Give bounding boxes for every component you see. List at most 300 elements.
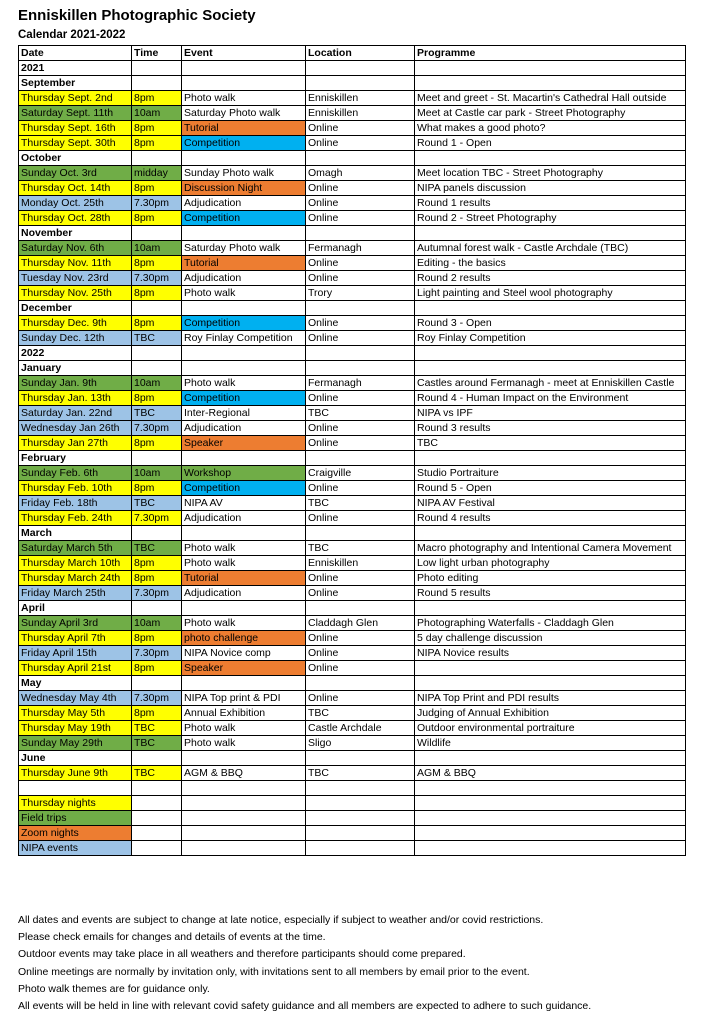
cell-date: Thursday March 24th: [19, 571, 132, 586]
event-row: [19, 391, 686, 406]
cell-time: 8pm: [132, 121, 182, 136]
cell-time: 8pm: [132, 211, 182, 226]
cell-location: Online: [306, 136, 415, 151]
cell-time: 8pm: [132, 436, 182, 451]
cell-location: Online: [306, 211, 415, 226]
cell-event: Annual Exhibition: [182, 706, 306, 721]
cell-time: 8pm: [132, 556, 182, 571]
cell-event: Adjudication: [182, 586, 306, 601]
footnote-line: Online meetings are normally by invitation only, with invitations sent to all members by email prior to the event.: [18, 965, 530, 978]
event-row: [19, 106, 686, 121]
section-label: February: [19, 451, 132, 466]
cell-date: [19, 781, 132, 796]
cell-event: [182, 76, 306, 91]
header-time: Time: [132, 46, 182, 61]
section-row: [19, 361, 686, 376]
cell-date: Thursday Sept. 16th: [19, 121, 132, 136]
cell-programme: [415, 840, 686, 855]
cell-event: [182, 226, 306, 241]
cell-event: Adjudication: [182, 421, 306, 436]
cell-date: Saturday Sept. 11th: [19, 106, 132, 121]
cell-programme: [415, 601, 686, 616]
legend-row: [19, 840, 686, 855]
calendar-table: [18, 45, 686, 856]
cell-time: 8pm: [132, 91, 182, 106]
cell-event: Photo walk: [182, 736, 306, 751]
cell-location: Online: [306, 271, 415, 286]
cell-programme: Photo editing: [415, 571, 686, 586]
cell-programme: [415, 676, 686, 691]
cell-time: [132, 810, 182, 825]
cell-time: [132, 151, 182, 166]
cell-location: Online: [306, 421, 415, 436]
cell-location: [306, 301, 415, 316]
cell-event: Roy Finlay Competition: [182, 331, 306, 346]
event-row: [19, 436, 686, 451]
blank-row: [19, 781, 686, 796]
event-row: [19, 646, 686, 661]
cell-location: Claddagh Glen: [306, 616, 415, 631]
section-label: December: [19, 301, 132, 316]
section-row: [19, 601, 686, 616]
cell-programme: NIPA AV Festival: [415, 496, 686, 511]
cell-time: [132, 451, 182, 466]
cell-programme: [415, 661, 686, 676]
event-row: [19, 121, 686, 136]
cell-programme: Castles around Fermanagh - meet at Enniskillen Castle: [415, 376, 686, 391]
section-label: January: [19, 361, 132, 376]
cell-programme: Round 3 results: [415, 421, 686, 436]
cell-time: [132, 61, 182, 76]
cell-event: Photo walk: [182, 376, 306, 391]
cell-event: Workshop: [182, 466, 306, 481]
cell-location: Online: [306, 331, 415, 346]
cell-programme: Round 5 results: [415, 586, 686, 601]
cell-programme: Studio Portraiture: [415, 466, 686, 481]
cell-location: Online: [306, 196, 415, 211]
cell-location: Enniskillen: [306, 556, 415, 571]
cell-time: [132, 301, 182, 316]
cell-programme: [415, 825, 686, 840]
cell-date: Thursday Nov. 11th: [19, 256, 132, 271]
cell-programme: [415, 226, 686, 241]
event-row: [19, 211, 686, 226]
section-label: May: [19, 676, 132, 691]
section-label: September: [19, 76, 132, 91]
section-label: March: [19, 526, 132, 541]
event-row: [19, 706, 686, 721]
section-label: 2022: [19, 346, 132, 361]
cell-date: Thursday March 10th: [19, 556, 132, 571]
cell-programme: [415, 451, 686, 466]
cell-time: 7.30pm: [132, 271, 182, 286]
cell-date: Sunday May 29th: [19, 736, 132, 751]
event-row: [19, 481, 686, 496]
cell-date: Sunday Dec. 12th: [19, 331, 132, 346]
event-row: [19, 661, 686, 676]
section-label: 2021: [19, 61, 132, 76]
cell-event: AGM & BBQ: [182, 766, 306, 781]
event-row: [19, 406, 686, 421]
cell-event: [182, 346, 306, 361]
cell-time: 7.30pm: [132, 586, 182, 601]
cell-programme: TBC: [415, 436, 686, 451]
cell-location: Online: [306, 691, 415, 706]
cell-programme: Round 3 - Open: [415, 316, 686, 331]
cell-location: Enniskillen: [306, 91, 415, 106]
event-row: [19, 766, 686, 781]
cell-time: [132, 526, 182, 541]
cell-date: Friday Feb. 18th: [19, 496, 132, 511]
cell-event: Photo walk: [182, 91, 306, 106]
cell-location: Online: [306, 121, 415, 136]
cell-date: Sunday Oct. 3rd: [19, 166, 132, 181]
cell-event: Tutorial: [182, 256, 306, 271]
header-location: Location: [306, 46, 415, 61]
cell-programme: Wildlife: [415, 736, 686, 751]
legend-label: NIPA events: [19, 840, 132, 855]
cell-location: [306, 781, 415, 796]
cell-event: [182, 526, 306, 541]
cell-location: [306, 76, 415, 91]
cell-time: 8pm: [132, 571, 182, 586]
cell-location: Online: [306, 661, 415, 676]
cell-programme: [415, 781, 686, 796]
cell-time: 8pm: [132, 181, 182, 196]
cell-event: Competition: [182, 136, 306, 151]
cell-programme: Roy Finlay Competition: [415, 331, 686, 346]
cell-programme: AGM & BBQ: [415, 766, 686, 781]
cell-location: Online: [306, 256, 415, 271]
cell-location: [306, 61, 415, 76]
cell-location: Craigville: [306, 466, 415, 481]
header-event: Event: [182, 46, 306, 61]
event-row: [19, 331, 686, 346]
section-label: April: [19, 601, 132, 616]
legend-label: Field trips: [19, 810, 132, 825]
cell-location: [306, 346, 415, 361]
event-row: [19, 631, 686, 646]
cell-programme: Light painting and Steel wool photography: [415, 286, 686, 301]
cell-location: Enniskillen: [306, 106, 415, 121]
cell-time: 8pm: [132, 136, 182, 151]
cell-location: Online: [306, 391, 415, 406]
footnote-line: Photo walk themes are for guidance only.: [18, 982, 210, 995]
event-row: [19, 556, 686, 571]
cell-event: Adjudication: [182, 271, 306, 286]
cell-programme: NIPA Novice results: [415, 646, 686, 661]
cell-time: [132, 676, 182, 691]
cell-time: [132, 346, 182, 361]
cell-location: [306, 601, 415, 616]
cell-event: Photo walk: [182, 721, 306, 736]
cell-location: [306, 676, 415, 691]
cell-time: [132, 840, 182, 855]
cell-time: TBC: [132, 736, 182, 751]
event-row: [19, 286, 686, 301]
footnote-line: All events will be held in line with relevant covid safety guidance and all members are expected to adhere to such guidance.: [18, 1000, 592, 1013]
cell-programme: Editing - the basics: [415, 256, 686, 271]
legend-label: Zoom nights: [19, 825, 132, 840]
cell-event: [182, 151, 306, 166]
cell-programme: Round 2 - Street Photography: [415, 211, 686, 226]
cell-event: Competition: [182, 481, 306, 496]
cell-event: [182, 810, 306, 825]
event-row: [19, 721, 686, 736]
cell-event: photo challenge: [182, 631, 306, 646]
cell-event: Photo walk: [182, 556, 306, 571]
cell-date: Sunday Jan. 9th: [19, 376, 132, 391]
cell-event: Sunday Photo walk: [182, 166, 306, 181]
cell-date: Thursday Oct. 28th: [19, 211, 132, 226]
cell-date: Thursday Jan. 13th: [19, 391, 132, 406]
cell-location: Online: [306, 646, 415, 661]
cell-location: TBC: [306, 541, 415, 556]
cell-location: [306, 810, 415, 825]
event-row: [19, 256, 686, 271]
legend-label: Thursday nights: [19, 795, 132, 810]
legend-row: [19, 825, 686, 840]
page-title: Enniskillen Photographic Society: [18, 7, 256, 24]
cell-programme: Round 4 results: [415, 511, 686, 526]
cell-time: [132, 751, 182, 766]
cell-date: Thursday Feb. 10th: [19, 481, 132, 496]
section-label: October: [19, 151, 132, 166]
cell-time: [132, 601, 182, 616]
section-row: [19, 151, 686, 166]
event-row: [19, 421, 686, 436]
calendar-subtitle: Calendar 2021-2022: [18, 29, 126, 41]
cell-time: 8pm: [132, 391, 182, 406]
header-programme: Programme: [415, 46, 686, 61]
cell-location: Online: [306, 571, 415, 586]
cell-event: [182, 825, 306, 840]
cell-programme: [415, 151, 686, 166]
event-row: [19, 571, 686, 586]
cell-date: Sunday Feb. 6th: [19, 466, 132, 481]
cell-time: [132, 76, 182, 91]
cell-location: [306, 151, 415, 166]
event-row: [19, 736, 686, 751]
cell-location: Online: [306, 511, 415, 526]
event-row: [19, 616, 686, 631]
cell-event: Photo walk: [182, 541, 306, 556]
cell-programme: [415, 346, 686, 361]
event-row: [19, 376, 686, 391]
cell-time: [132, 781, 182, 796]
cell-location: [306, 795, 415, 810]
cell-event: Competition: [182, 391, 306, 406]
cell-programme: Macro photography and Intentional Camera Movement: [415, 541, 686, 556]
cell-date: Thursday April 21st: [19, 661, 132, 676]
cell-event: Competition: [182, 316, 306, 331]
cell-date: Thursday Jan 27th: [19, 436, 132, 451]
event-row: [19, 496, 686, 511]
cell-date: Saturday March 5th: [19, 541, 132, 556]
cell-event: [182, 601, 306, 616]
cell-programme: Meet location TBC - Street Photography: [415, 166, 686, 181]
cell-time: 10am: [132, 616, 182, 631]
cell-time: 8pm: [132, 316, 182, 331]
cell-time: TBC: [132, 766, 182, 781]
cell-time: [132, 795, 182, 810]
cell-time: 10am: [132, 241, 182, 256]
cell-date: Friday April 15th: [19, 646, 132, 661]
cell-date: Wednesday May 4th: [19, 691, 132, 706]
cell-location: [306, 361, 415, 376]
cell-location: Sligo: [306, 736, 415, 751]
cell-programme: [415, 795, 686, 810]
cell-date: Sunday April 3rd: [19, 616, 132, 631]
cell-event: Adjudication: [182, 511, 306, 526]
cell-time: [132, 361, 182, 376]
section-row: [19, 301, 686, 316]
section-row: [19, 751, 686, 766]
cell-time: 8pm: [132, 661, 182, 676]
cell-programme: What makes a good photo?: [415, 121, 686, 136]
cell-event: Adjudication: [182, 196, 306, 211]
cell-event: [182, 751, 306, 766]
event-row: [19, 691, 686, 706]
event-row: [19, 586, 686, 601]
cell-location: Fermanagh: [306, 241, 415, 256]
cell-date: Thursday April 7th: [19, 631, 132, 646]
section-row: [19, 526, 686, 541]
cell-event: Discussion Night: [182, 181, 306, 196]
cell-programme: [415, 751, 686, 766]
cell-event: [182, 361, 306, 376]
footnote-line: Outdoor events may take place in all weathers and therefore participants should come prepared.: [18, 948, 466, 961]
cell-programme: Judging of Annual Exhibition: [415, 706, 686, 721]
cell-date: Thursday Oct. 14th: [19, 181, 132, 196]
header-row: [19, 46, 686, 61]
cell-event: NIPA Top print & PDI: [182, 691, 306, 706]
cell-programme: NIPA Top Print and PDI results: [415, 691, 686, 706]
cell-programme: NIPA panels discussion: [415, 181, 686, 196]
cell-time: 8pm: [132, 481, 182, 496]
cell-time: 10am: [132, 376, 182, 391]
cell-time: 7.30pm: [132, 421, 182, 436]
cell-location: [306, 751, 415, 766]
cell-time: 7.30pm: [132, 646, 182, 661]
footnote-line: All dates and events are subject to change at late notice, especially if subject to weather and/or covid restrictions.: [18, 914, 544, 926]
cell-event: Photo walk: [182, 616, 306, 631]
cell-location: Online: [306, 631, 415, 646]
section-row: [19, 451, 686, 466]
cell-programme: [415, 810, 686, 825]
cell-location: Online: [306, 586, 415, 601]
cell-event: [182, 676, 306, 691]
cell-date: Thursday Feb. 24th: [19, 511, 132, 526]
cell-programme: Round 1 - Open: [415, 136, 686, 151]
section-label: June: [19, 751, 132, 766]
cell-time: [132, 226, 182, 241]
cell-date: Wednesday Jan 26th: [19, 421, 132, 436]
section-label: November: [19, 226, 132, 241]
cell-location: TBC: [306, 706, 415, 721]
cell-date: Thursday Nov. 25th: [19, 286, 132, 301]
cell-time: 8pm: [132, 256, 182, 271]
event-row: [19, 181, 686, 196]
legend-row: [19, 810, 686, 825]
cell-location: TBC: [306, 496, 415, 511]
cell-event: Competition: [182, 211, 306, 226]
cell-location: [306, 840, 415, 855]
cell-programme: [415, 76, 686, 91]
cell-event: Speaker: [182, 436, 306, 451]
cell-date: Thursday Sept. 2nd: [19, 91, 132, 106]
event-row: [19, 541, 686, 556]
cell-event: [182, 840, 306, 855]
cell-time: TBC: [132, 331, 182, 346]
cell-event: NIPA Novice comp: [182, 646, 306, 661]
cell-programme: Low light urban photography: [415, 556, 686, 571]
cell-location: [306, 825, 415, 840]
cell-time: 7.30pm: [132, 196, 182, 211]
cell-location: Castle Archdale: [306, 721, 415, 736]
cell-location: TBC: [306, 406, 415, 421]
cell-programme: [415, 61, 686, 76]
cell-time: TBC: [132, 541, 182, 556]
cell-programme: 5 day challenge discussion: [415, 631, 686, 646]
cell-time: TBC: [132, 721, 182, 736]
cell-time: 10am: [132, 106, 182, 121]
cell-location: Online: [306, 316, 415, 331]
legend-row: [19, 795, 686, 810]
section-row: [19, 676, 686, 691]
cell-time: TBC: [132, 496, 182, 511]
cell-event: Tutorial: [182, 571, 306, 586]
event-row: [19, 466, 686, 481]
section-row: [19, 76, 686, 91]
cell-programme: Autumnal forest walk - Castle Archdale (TBC): [415, 241, 686, 256]
section-row: [19, 346, 686, 361]
cell-time: 8pm: [132, 286, 182, 301]
cell-time: midday: [132, 166, 182, 181]
cell-location: [306, 451, 415, 466]
cell-time: [132, 825, 182, 840]
cell-location: Fermanagh: [306, 376, 415, 391]
cell-programme: Round 1 results: [415, 196, 686, 211]
cell-event: [182, 301, 306, 316]
cell-event: Speaker: [182, 661, 306, 676]
footnotes: [18, 912, 591, 1015]
event-row: [19, 196, 686, 211]
cell-date: Thursday Sept. 30th: [19, 136, 132, 151]
cell-date: Saturday Jan. 22nd: [19, 406, 132, 421]
calendar-body: [19, 46, 686, 856]
event-row: [19, 241, 686, 256]
cell-event: Tutorial: [182, 121, 306, 136]
cell-programme: Meet at Castle car park - Street Photography: [415, 106, 686, 121]
header-date: Date: [19, 46, 132, 61]
cell-programme: Meet and greet - St. Macartin's Cathedral Hall outside: [415, 91, 686, 106]
event-row: [19, 91, 686, 106]
footnote-line: Please check emails for changes and details of events at the time.: [18, 931, 326, 944]
cell-location: Omagh: [306, 166, 415, 181]
cell-time: 7.30pm: [132, 691, 182, 706]
event-row: [19, 316, 686, 331]
cell-location: Online: [306, 481, 415, 496]
event-row: [19, 136, 686, 151]
section-row: [19, 61, 686, 76]
cell-location: Online: [306, 436, 415, 451]
cell-time: 7.30pm: [132, 511, 182, 526]
cell-programme: Outdoor environmental portraiture: [415, 721, 686, 736]
event-row: [19, 166, 686, 181]
cell-date: Thursday May 5th: [19, 706, 132, 721]
section-row: [19, 226, 686, 241]
